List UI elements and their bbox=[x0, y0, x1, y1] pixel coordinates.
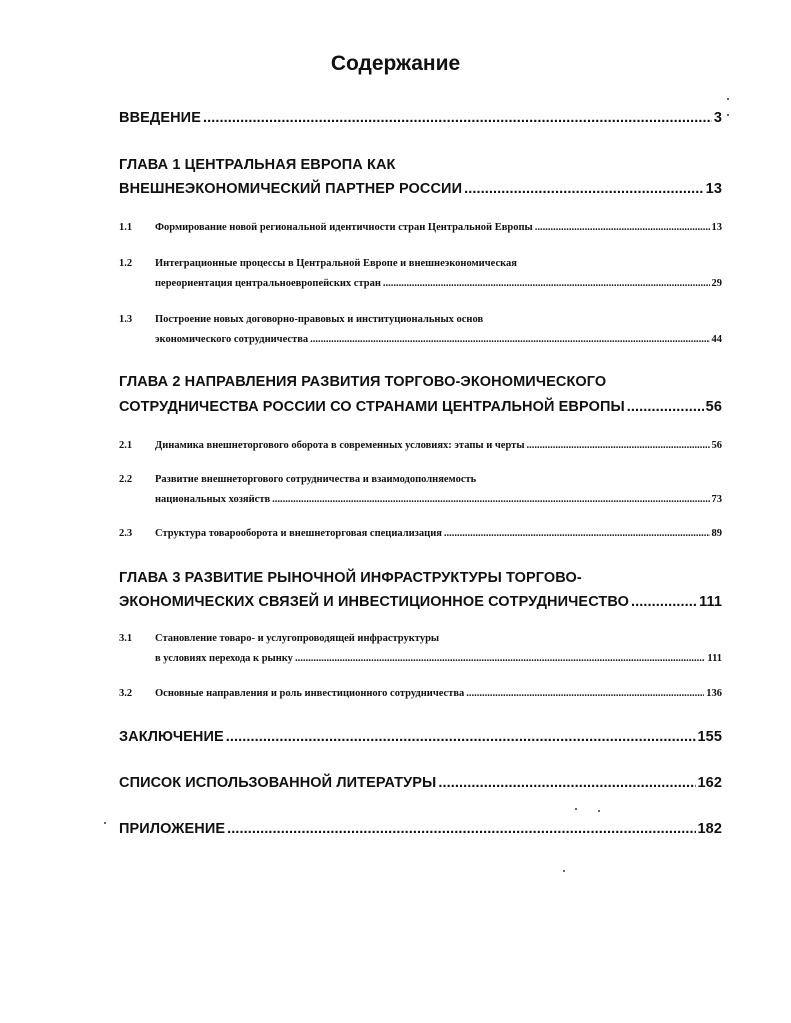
toc-leader bbox=[438, 775, 695, 791]
toc-chapter-2-title-line1[interactable] bbox=[119, 374, 722, 390]
toc-page-number: 29 bbox=[711, 278, 722, 289]
toc-page-number: 111 bbox=[699, 594, 722, 610]
toc-chapter-1[interactable] bbox=[119, 181, 722, 197]
scan-speck bbox=[575, 808, 577, 810]
section-number: 1.3 bbox=[119, 314, 133, 325]
scan-speck bbox=[563, 870, 565, 872]
section-number: 2.1 bbox=[119, 440, 133, 451]
toc-page-number: 182 bbox=[697, 821, 722, 837]
section-number: 2.3 bbox=[119, 528, 133, 539]
toc-page-number: 136 bbox=[706, 688, 722, 699]
toc-label: ВВЕДЕНИЕ bbox=[119, 110, 201, 126]
toc-leader bbox=[203, 110, 712, 126]
toc-label: Структура товарооборота и внешнеторговая специализация bbox=[155, 528, 442, 539]
toc-label: национальных хозяйств bbox=[155, 494, 271, 505]
toc-chapter-3-title-line1[interactable] bbox=[119, 570, 722, 586]
toc-leader bbox=[631, 594, 697, 610]
toc-label: переориентация центральноевропейских стран bbox=[155, 278, 381, 289]
toc-line bbox=[155, 494, 722, 505]
section-number: 1.2 bbox=[119, 258, 133, 269]
toc-label: Формирование новой региональной идентичности стран Центральной Европы bbox=[155, 222, 533, 233]
toc-label: ЗАКЛЮЧЕНИЕ bbox=[119, 729, 224, 745]
toc-leader bbox=[535, 222, 710, 233]
toc-label: экономического сотрудничества bbox=[155, 334, 309, 345]
toc-label: Интеграционные процессы в Центральной Европе и внешнеэкономическая bbox=[155, 258, 517, 269]
toc-leader bbox=[466, 688, 704, 699]
toc-leader bbox=[444, 528, 710, 539]
toc-label: Динамика внешнеторгового оборота в современных условиях: этапы и черты bbox=[155, 440, 525, 451]
scan-speck bbox=[727, 98, 729, 100]
toc-label: ЭКОНОМИЧЕСКИХ СВЯЗЕЙ И ИНВЕСТИЦИОННОЕ СОТРУДНИЧЕСТВО bbox=[119, 594, 629, 610]
scan-speck bbox=[727, 114, 729, 116]
toc-label: Развитие внешнеторгового сотрудничества и взаимодополняемость bbox=[155, 474, 477, 485]
toc-page-number: 13 bbox=[711, 222, 722, 233]
toc-label: ВНЕШНЕЭКОНОМИЧЕСКИЙ ПАРТНЕР РОССИИ bbox=[119, 181, 463, 197]
toc-label: Основные направления и роль инвестиционного сотрудничества bbox=[155, 688, 465, 699]
toc-chapter-2[interactable] bbox=[119, 399, 722, 415]
toc-entry-conclusion[interactable] bbox=[119, 729, 722, 745]
toc-entry-appendix[interactable] bbox=[119, 821, 722, 837]
toc-label: ПРИЛОЖЕНИЕ bbox=[119, 821, 226, 837]
toc-chapter-3[interactable] bbox=[119, 594, 722, 610]
toc-page-number: 89 bbox=[711, 528, 722, 539]
toc-page-number: 13 bbox=[705, 181, 722, 197]
toc-page-number: 44 bbox=[711, 334, 722, 345]
toc-label: в условиях перехода к рынку bbox=[155, 653, 293, 664]
toc-leader bbox=[226, 729, 696, 745]
toc-leader bbox=[527, 440, 710, 451]
toc-line bbox=[155, 278, 722, 289]
toc-page-number: 73 bbox=[711, 494, 722, 505]
toc-leader bbox=[272, 494, 709, 505]
toc-leader bbox=[464, 181, 704, 197]
toc-label: ГЛАВА 3 РАЗВИТИЕ РЫНОЧНОЙ ИНФРАСТРУКТУРЫ ТОРГОВО- bbox=[119, 570, 582, 586]
toc-label: ГЛАВА 1 ЦЕНТРАЛЬНАЯ ЕВРОПА КАК bbox=[119, 157, 396, 173]
toc-page-number: 162 bbox=[697, 775, 722, 791]
toc-label: СОТРУДНИЧЕСТВА РОССИИ СО СТРАНАМИ ЦЕНТРАЛЬНОЙ ЕВРОПЫ bbox=[119, 399, 625, 415]
toc-label: Становление товаро- и услугопроводящей инфраструктуры bbox=[155, 633, 440, 644]
section-number: 1.1 bbox=[119, 222, 133, 233]
toc-line bbox=[155, 334, 722, 345]
toc-page-number: 111 bbox=[707, 653, 722, 664]
toc-page-number: 56 bbox=[705, 399, 722, 415]
toc-chapter-1-title-line1[interactable] bbox=[119, 157, 722, 173]
toc-entry-introduction[interactable] bbox=[119, 110, 722, 126]
toc-leader bbox=[310, 334, 709, 345]
toc-leader bbox=[295, 653, 705, 664]
toc-line bbox=[155, 528, 722, 539]
toc-line bbox=[155, 688, 722, 699]
section-number: 3.2 bbox=[119, 688, 133, 699]
scan-speck bbox=[598, 810, 600, 812]
toc-page-number: 56 bbox=[711, 440, 722, 451]
toc-line bbox=[155, 440, 722, 451]
toc-label: ГЛАВА 2 НАПРАВЛЕНИЯ РАЗВИТИЯ ТОРГОВО-ЭКОНОМИЧЕСКОГО bbox=[119, 374, 607, 390]
toc-leader bbox=[227, 821, 695, 837]
toc-line bbox=[155, 653, 722, 664]
toc-leader bbox=[627, 399, 704, 415]
toc-page-number: 155 bbox=[697, 729, 722, 745]
page-title: Содержание bbox=[330, 52, 461, 75]
toc-entry-bibliography[interactable] bbox=[119, 775, 722, 791]
section-number: 2.2 bbox=[119, 474, 133, 485]
toc-line bbox=[155, 222, 722, 233]
section-number: 3.1 bbox=[119, 633, 133, 644]
toc-label: Построение новых договорно-правовых и институциональных основ bbox=[155, 314, 484, 325]
toc-page-number: 3 bbox=[713, 110, 722, 126]
toc-label: СПИСОК ИСПОЛЬЗОВАННОЙ ЛИТЕРАТУРЫ bbox=[119, 775, 437, 791]
toc-leader bbox=[383, 278, 710, 289]
scan-speck bbox=[104, 822, 106, 824]
